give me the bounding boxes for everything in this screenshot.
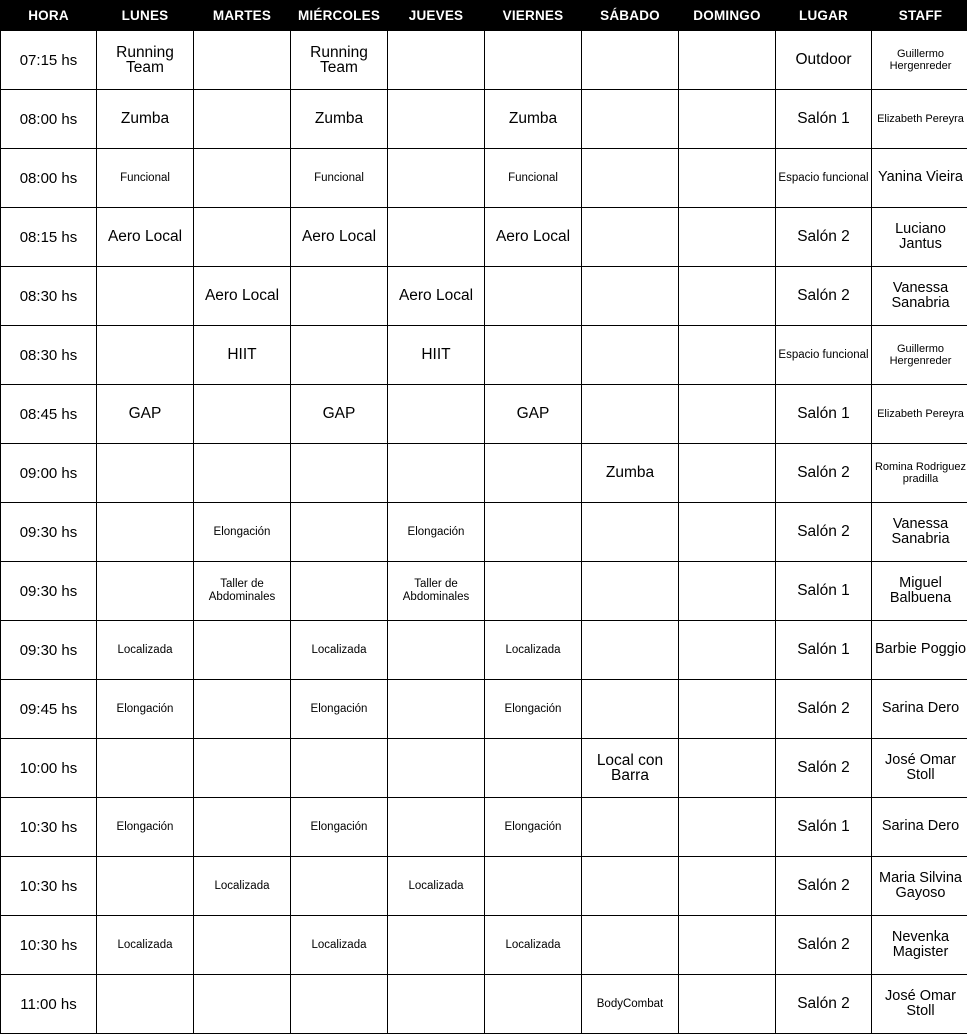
cell-lugar: Espacio funcional [776,149,872,208]
cell-viernes [485,326,582,385]
cell-domingo [679,680,776,739]
header-viernes: VIERNES [485,0,582,31]
cell-lugar: Salón 1 [776,798,872,857]
cell-domingo [679,31,776,90]
cell-jueves [388,798,485,857]
cell-hora: 08:00 hs [1,90,97,149]
cell-lunes: Running Team [97,31,194,90]
schedule-row [1,208,967,267]
schedule-body [1,31,967,1034]
cell-martes [194,31,291,90]
cell-jueves [388,149,485,208]
cell-hora: 08:00 hs [1,149,97,208]
cell-martes: Localizada [194,857,291,916]
cell-domingo [679,385,776,444]
cell-lugar: Salón 2 [776,267,872,326]
cell-viernes [485,857,582,916]
cell-domingo [679,208,776,267]
cell-sabado: Zumba [582,444,679,503]
cell-lugar: Salón 1 [776,385,872,444]
cell-miercoles: Localizada [291,621,388,680]
cell-lugar: Salón 2 [776,739,872,798]
cell-viernes [485,562,582,621]
cell-sabado [582,503,679,562]
cell-sabado: BodyCombat [582,975,679,1034]
cell-miercoles [291,739,388,798]
cell-martes [194,621,291,680]
schedule-row [1,385,967,444]
cell-staff: Guillermo Hergenreder [872,326,967,385]
cell-martes: HIIT [194,326,291,385]
cell-staff: Elizabeth Pereyra [872,385,967,444]
cell-viernes: Localizada [485,621,582,680]
cell-lugar: Outdoor [776,31,872,90]
cell-viernes: GAP [485,385,582,444]
cell-lugar: Salón 2 [776,503,872,562]
cell-jueves: Taller de Abdominales [388,562,485,621]
cell-jueves [388,208,485,267]
cell-viernes: Elongación [485,680,582,739]
cell-lugar: Salón 1 [776,562,872,621]
cell-staff: Vanessa Sanabria [872,503,967,562]
header-domingo: DOMINGO [679,0,776,31]
cell-lunes: Elongación [97,798,194,857]
cell-martes [194,444,291,503]
cell-staff: José Omar Stoll [872,975,967,1034]
cell-staff: Guillermo Hergenreder [872,31,967,90]
cell-sabado [582,798,679,857]
cell-jueves [388,385,485,444]
cell-lunes [97,739,194,798]
cell-miercoles: Elongación [291,798,388,857]
cell-miercoles [291,267,388,326]
cell-martes [194,385,291,444]
cell-lunes [97,975,194,1034]
cell-hora: 08:45 hs [1,385,97,444]
cell-lunes: Zumba [97,90,194,149]
schedule-row [1,857,967,916]
cell-viernes: Zumba [485,90,582,149]
cell-lunes: Elongación [97,680,194,739]
cell-sabado [582,385,679,444]
cell-martes [194,90,291,149]
cell-sabado [582,326,679,385]
cell-sabado [582,149,679,208]
cell-jueves [388,621,485,680]
cell-martes: Elongación [194,503,291,562]
cell-hora: 09:30 hs [1,562,97,621]
cell-viernes: Aero Local [485,208,582,267]
cell-jueves: Aero Local [388,267,485,326]
cell-lugar: Espacio funcional [776,326,872,385]
cell-miercoles: Aero Local [291,208,388,267]
cell-domingo [679,562,776,621]
cell-domingo [679,149,776,208]
cell-staff: Maria Silvina Gayoso [872,857,967,916]
cell-viernes: Elongación [485,798,582,857]
cell-lugar: Salón 2 [776,916,872,975]
cell-lunes [97,326,194,385]
cell-hora: 10:30 hs [1,798,97,857]
cell-martes [194,916,291,975]
cell-martes [194,798,291,857]
cell-jueves: Elongación [388,503,485,562]
header-row [1,0,967,31]
schedule-row [1,267,967,326]
cell-martes [194,208,291,267]
cell-jueves [388,31,485,90]
schedule-row [1,680,967,739]
cell-domingo [679,975,776,1034]
cell-hora: 09:45 hs [1,680,97,739]
cell-miercoles [291,503,388,562]
cell-domingo [679,916,776,975]
cell-sabado [582,680,679,739]
cell-martes [194,975,291,1034]
cell-sabado [582,562,679,621]
cell-staff: Miguel Balbuena [872,562,967,621]
cell-lunes: Localizada [97,916,194,975]
cell-staff: Nevenka Magister [872,916,967,975]
cell-lunes [97,562,194,621]
cell-viernes [485,739,582,798]
cell-lunes: Aero Local [97,208,194,267]
cell-lugar: Salón 1 [776,90,872,149]
cell-staff: Vanessa Sanabria [872,267,967,326]
cell-staff: Luciano Jantus [872,208,967,267]
cell-lugar: Salón 2 [776,444,872,503]
schedule-row [1,444,967,503]
cell-lunes [97,444,194,503]
cell-lunes: GAP [97,385,194,444]
cell-miercoles: Elongación [291,680,388,739]
cell-hora: 09:30 hs [1,503,97,562]
cell-sabado [582,90,679,149]
cell-sabado: Local con Barra [582,739,679,798]
cell-lunes: Localizada [97,621,194,680]
cell-staff: Barbie Poggio [872,621,967,680]
cell-miercoles: Localizada [291,916,388,975]
cell-jueves [388,975,485,1034]
cell-hora: 09:00 hs [1,444,97,503]
cell-domingo [679,267,776,326]
cell-viernes [485,267,582,326]
cell-miercoles [291,975,388,1034]
cell-miercoles: Zumba [291,90,388,149]
cell-jueves: HIIT [388,326,485,385]
cell-domingo [679,503,776,562]
header-staff: STAFF [872,0,967,31]
cell-jueves [388,680,485,739]
cell-domingo [679,739,776,798]
cell-lunes: Funcional [97,149,194,208]
cell-hora: 11:00 hs [1,975,97,1034]
schedule-row [1,739,967,798]
header-jueves: JUEVES [388,0,485,31]
cell-miercoles: GAP [291,385,388,444]
schedule-row [1,326,967,385]
cell-lunes [97,267,194,326]
cell-martes [194,149,291,208]
cell-staff: Elizabeth Pereyra [872,90,967,149]
cell-domingo [679,621,776,680]
cell-martes: Aero Local [194,267,291,326]
cell-hora: 08:30 hs [1,326,97,385]
schedule-row [1,916,967,975]
cell-hora: 08:15 hs [1,208,97,267]
cell-jueves [388,916,485,975]
cell-miercoles: Funcional [291,149,388,208]
header-hora: HORA [1,0,97,31]
header-miercoles: MIÉRCOLES [291,0,388,31]
cell-hora: 10:30 hs [1,857,97,916]
cell-hora: 10:30 hs [1,916,97,975]
cell-staff: Sarina Dero [872,798,967,857]
cell-domingo [679,90,776,149]
cell-staff: Romina Rodriguez pradilla [872,444,967,503]
cell-lugar: Salón 2 [776,857,872,916]
cell-hora: 07:15 hs [1,31,97,90]
cell-miercoles: Running Team [291,31,388,90]
cell-viernes [485,975,582,1034]
cell-miercoles [291,326,388,385]
schedule-row [1,503,967,562]
cell-sabado [582,857,679,916]
cell-jueves [388,444,485,503]
header-lunes: LUNES [97,0,194,31]
cell-miercoles [291,562,388,621]
cell-sabado [582,267,679,326]
cell-staff: Sarina Dero [872,680,967,739]
cell-domingo [679,326,776,385]
cell-jueves [388,90,485,149]
cell-jueves [388,739,485,798]
cell-staff: José Omar Stoll [872,739,967,798]
header-lugar: LUGAR [776,0,872,31]
cell-miercoles [291,444,388,503]
cell-sabado [582,208,679,267]
schedule-row [1,31,967,90]
cell-lugar: Salón 2 [776,208,872,267]
cell-miercoles [291,857,388,916]
cell-hora: 10:00 hs [1,739,97,798]
cell-viernes [485,31,582,90]
cell-viernes [485,503,582,562]
cell-staff: Yanina Vieira [872,149,967,208]
cell-viernes [485,444,582,503]
cell-lunes [97,503,194,562]
header-martes: MARTES [194,0,291,31]
cell-domingo [679,857,776,916]
cell-jueves: Localizada [388,857,485,916]
cell-sabado [582,31,679,90]
cell-sabado [582,916,679,975]
cell-domingo [679,444,776,503]
cell-lunes [97,857,194,916]
cell-lugar: Salón 1 [776,621,872,680]
schedule-row [1,621,967,680]
schedule-row [1,90,967,149]
schedule-row [1,149,967,208]
cell-lugar: Salón 2 [776,680,872,739]
cell-martes: Taller de Abdominales [194,562,291,621]
schedule-row [1,798,967,857]
cell-domingo [679,798,776,857]
schedule-row [1,975,967,1034]
header-sabado: SÁBADO [582,0,679,31]
cell-hora: 08:30 hs [1,267,97,326]
cell-viernes: Funcional [485,149,582,208]
cell-viernes: Localizada [485,916,582,975]
cell-lugar: Salón 2 [776,975,872,1034]
cell-hora: 09:30 hs [1,621,97,680]
schedule-row [1,562,967,621]
cell-martes [194,739,291,798]
cell-martes [194,680,291,739]
cell-sabado [582,621,679,680]
